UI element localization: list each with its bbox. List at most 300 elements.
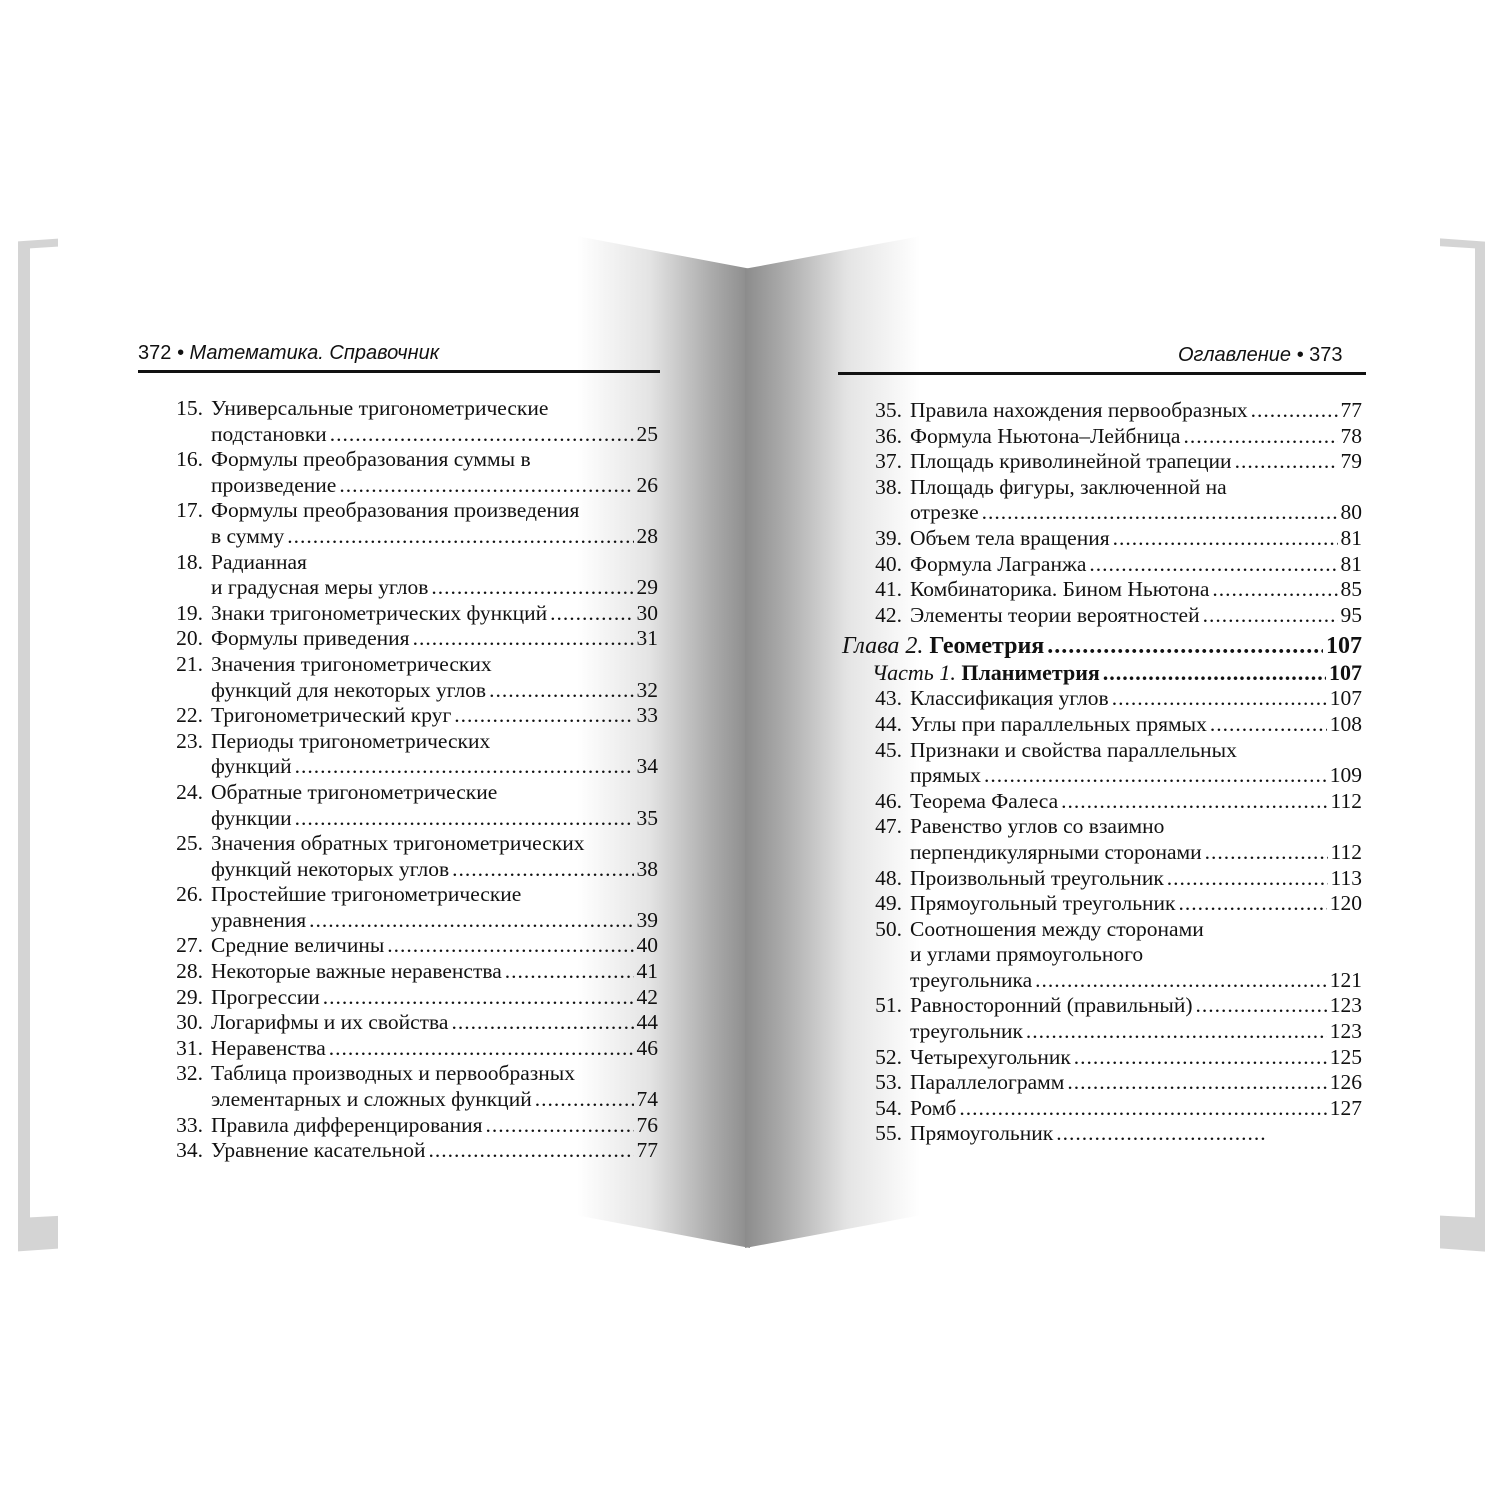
toc-entry[interactable] bbox=[143, 780, 658, 831]
entry-page-number: 123 bbox=[1329, 993, 1362, 1018]
toc-entry-continuation-line bbox=[143, 754, 658, 780]
entry-title: Знаки тригонометрических функций bbox=[211, 600, 548, 625]
entry-number: 32. bbox=[176, 1061, 203, 1086]
toc-entry[interactable] bbox=[143, 1036, 658, 1062]
leader-dots bbox=[323, 985, 634, 1011]
toc-entry-line bbox=[143, 1138, 658, 1164]
entry-title: произведение bbox=[211, 472, 337, 497]
toc-entry[interactable] bbox=[143, 652, 658, 703]
entry-number: 26. bbox=[176, 882, 203, 907]
entry-page-number: 112 bbox=[1330, 788, 1362, 813]
entry-number: 52. bbox=[875, 1044, 902, 1069]
entry-number: 29. bbox=[176, 984, 203, 1009]
chapter-prefix: Глава 2. bbox=[842, 633, 924, 660]
entry-number: 23. bbox=[176, 728, 203, 753]
toc-entry[interactable] bbox=[842, 398, 1362, 424]
entry-title: Равносторонний (правильный) bbox=[910, 993, 1193, 1018]
toc-entry[interactable] bbox=[143, 703, 658, 729]
leader-dots bbox=[1235, 449, 1338, 475]
right-header-title: Оглавление bbox=[1178, 344, 1292, 366]
entry-number: 24. bbox=[176, 779, 203, 804]
entry-title: функций некоторых углов bbox=[211, 856, 450, 881]
entry-title: Формулы преобразования суммы в bbox=[211, 447, 531, 472]
toc-entry[interactable] bbox=[143, 601, 658, 627]
toc-entry[interactable] bbox=[842, 1096, 1362, 1122]
toc-entry-line bbox=[842, 993, 1362, 1019]
toc-entry-line bbox=[143, 1113, 658, 1139]
leader-dots bbox=[1196, 993, 1327, 1019]
toc-entry-continuation-line bbox=[842, 968, 1362, 994]
toc-entry[interactable] bbox=[842, 1045, 1362, 1071]
entry-page-number: 81 bbox=[1340, 551, 1362, 576]
entry-page-number: 44 bbox=[636, 1010, 658, 1035]
leader-dots bbox=[339, 473, 633, 499]
toc-entry-continuation-line bbox=[842, 763, 1362, 789]
toc-entry-line bbox=[842, 475, 1362, 501]
toc-entry[interactable] bbox=[842, 1019, 1362, 1045]
toc-entry[interactable] bbox=[842, 917, 1362, 994]
entry-page-number: 46 bbox=[636, 1035, 658, 1060]
leader-dots bbox=[982, 500, 1338, 526]
entry-page-number: 112 bbox=[1330, 839, 1362, 864]
entry-page-number: 127 bbox=[1329, 1095, 1362, 1120]
part-prefix: Часть 1. bbox=[872, 660, 956, 686]
entry-number: 34. bbox=[176, 1138, 203, 1163]
entry-number: 31. bbox=[176, 1035, 203, 1060]
entry-page-number: 113 bbox=[1330, 865, 1362, 890]
toc-entry-line bbox=[842, 814, 1362, 840]
entry-title: Неравенства bbox=[211, 1035, 326, 1060]
leader-dots bbox=[1203, 603, 1338, 629]
toc-entry[interactable] bbox=[842, 891, 1362, 917]
leader-dots bbox=[330, 422, 634, 448]
toc-entry-continuation-line bbox=[143, 806, 658, 832]
toc-entry-line bbox=[842, 526, 1362, 552]
left-running-header bbox=[138, 342, 439, 365]
entry-number: 47. bbox=[875, 814, 902, 839]
leader-dots bbox=[1067, 1070, 1326, 1096]
entry-page-number: 33 bbox=[636, 703, 658, 728]
toc-entry-continuation-line bbox=[143, 422, 658, 448]
toc-entry[interactable] bbox=[143, 729, 658, 780]
toc-entry-line bbox=[842, 552, 1362, 578]
entry-number: 51. bbox=[875, 993, 902, 1018]
entry-title: Формула Ньютона–Лейбница bbox=[910, 423, 1181, 448]
leader-dots bbox=[1089, 552, 1337, 578]
entry-title: Равенство углов со взаимно bbox=[910, 814, 1165, 839]
entry-title: Формула Лагранжа bbox=[910, 551, 1087, 576]
toc-entry[interactable] bbox=[143, 1113, 658, 1139]
entry-number: 28. bbox=[176, 959, 203, 984]
entry-number: 46. bbox=[875, 788, 902, 813]
entry-page-number: 85 bbox=[1340, 577, 1362, 602]
entry-title: Значения обратных тригонометрических bbox=[211, 831, 585, 856]
entry-title: Радианная bbox=[211, 549, 307, 574]
entry-number: 50. bbox=[875, 916, 902, 941]
toc-entries-geometry bbox=[842, 686, 1362, 1147]
toc-entry-line bbox=[143, 933, 658, 959]
entry-title: Формулы преобразования произведения bbox=[211, 498, 580, 523]
entry-title: Прямоугольный треугольник bbox=[910, 891, 1176, 916]
leader-dots bbox=[489, 678, 633, 704]
entry-title: треугольника bbox=[910, 967, 1033, 992]
left-header-rule bbox=[138, 370, 660, 373]
entry-number: 36. bbox=[875, 423, 902, 448]
toc-entry-line bbox=[143, 959, 658, 985]
entry-title: Ромб bbox=[910, 1095, 957, 1120]
toc-entry-line bbox=[842, 449, 1362, 475]
toc-entry[interactable] bbox=[143, 498, 658, 549]
leader-dots bbox=[535, 1087, 634, 1113]
toc-entry-line bbox=[143, 831, 658, 857]
leader-dots bbox=[1074, 1045, 1327, 1071]
toc-entry[interactable] bbox=[842, 993, 1362, 1019]
entry-title: Логарифмы и их свойства bbox=[211, 1010, 449, 1035]
entry-page-number: 28 bbox=[636, 523, 658, 548]
toc-entry[interactable] bbox=[143, 959, 658, 985]
toc-entries-calculus bbox=[842, 398, 1362, 628]
leader-dots bbox=[1056, 1121, 1266, 1147]
entry-page-number: 30 bbox=[636, 600, 658, 625]
toc-entry[interactable] bbox=[842, 603, 1362, 629]
toc-entry[interactable] bbox=[842, 552, 1362, 578]
toc-entry[interactable] bbox=[842, 789, 1362, 815]
entry-number: 41. bbox=[875, 577, 902, 602]
entry-title: элементарных и сложных функций bbox=[211, 1087, 532, 1112]
toc-entry[interactable] bbox=[842, 577, 1362, 603]
leader-dots bbox=[1251, 398, 1338, 424]
entry-number: 25. bbox=[176, 831, 203, 856]
entry-number: 40. bbox=[875, 551, 902, 576]
entry-page-number: 42 bbox=[636, 984, 658, 1009]
toc-entry[interactable] bbox=[842, 449, 1362, 475]
entry-title: в сумму bbox=[211, 523, 285, 548]
entry-page-number: 34 bbox=[636, 754, 658, 779]
leader-dots bbox=[451, 1010, 633, 1036]
leader-dots bbox=[428, 1138, 633, 1164]
leader-dots bbox=[1113, 526, 1338, 552]
toc-entry-line bbox=[842, 1070, 1362, 1096]
leader-dots bbox=[1035, 968, 1327, 994]
entry-number: 45. bbox=[875, 737, 902, 762]
entry-page-number: 126 bbox=[1329, 1070, 1362, 1095]
entry-title: Площадь фигуры, заключенной на bbox=[910, 474, 1227, 499]
right-table-of-contents bbox=[842, 398, 1362, 1147]
entry-title: перпендикулярными сторонами bbox=[910, 839, 1202, 864]
entry-title: Некоторые важные неравенства bbox=[211, 959, 502, 984]
entry-title: Теорема Фалеса bbox=[910, 788, 1059, 813]
toc-entry-line bbox=[143, 652, 658, 678]
leader-dots bbox=[329, 1036, 634, 1062]
entry-number: 44. bbox=[875, 711, 902, 736]
entry-page-number: 120 bbox=[1329, 891, 1362, 916]
leader-dots bbox=[1061, 789, 1327, 815]
entry-title: Значения тригонометрических bbox=[211, 651, 492, 676]
leader-dots bbox=[295, 754, 634, 780]
entry-number: 53. bbox=[875, 1070, 902, 1095]
entry-page-number: 32 bbox=[636, 677, 658, 702]
toc-entry[interactable] bbox=[143, 933, 658, 959]
leader-dots bbox=[959, 1096, 1326, 1122]
toc-entry[interactable] bbox=[842, 1070, 1362, 1096]
entry-number: 27. bbox=[176, 933, 203, 958]
toc-entry-line bbox=[842, 789, 1362, 815]
part-title: Планиметрия bbox=[961, 660, 1100, 686]
toc-entry-continuation-line bbox=[143, 524, 658, 550]
entry-page-number: 123 bbox=[1329, 1019, 1362, 1044]
entry-number: 49. bbox=[875, 891, 902, 916]
entry-page-number: 31 bbox=[636, 626, 658, 651]
toc-entry-line bbox=[842, 891, 1362, 917]
entry-title: Комбинаторика. Бином Ньютона bbox=[910, 577, 1210, 602]
toc-entry[interactable] bbox=[143, 1010, 658, 1036]
toc-entry[interactable] bbox=[842, 424, 1362, 450]
entry-page-number: 95 bbox=[1340, 602, 1362, 627]
right-header-bullet: • bbox=[1296, 344, 1304, 366]
entry-number: 15. bbox=[176, 396, 203, 420]
toc-entry-continuation-line bbox=[143, 857, 658, 883]
entry-title: подстановки bbox=[211, 421, 327, 446]
entry-number: 38. bbox=[875, 474, 902, 499]
entry-title: Простейшие тригонометрические bbox=[211, 882, 522, 907]
toc-entry[interactable] bbox=[143, 882, 658, 933]
entry-number: 18. bbox=[176, 549, 203, 574]
entry-title: прямых bbox=[910, 763, 981, 788]
entry-title: Прямоугольник bbox=[910, 1121, 1054, 1146]
toc-entry[interactable] bbox=[842, 1121, 1362, 1147]
entry-title: функции bbox=[211, 805, 292, 830]
leader-dots bbox=[1210, 712, 1327, 738]
entry-page-number: 26 bbox=[636, 472, 658, 497]
entry-title: Периоды тригонометрических bbox=[211, 728, 491, 753]
leader-dots bbox=[287, 524, 633, 550]
leader-dots bbox=[1047, 632, 1323, 660]
toc-entry-continuation-line bbox=[143, 908, 658, 934]
leader-dots bbox=[550, 601, 633, 627]
entry-number: 54. bbox=[875, 1095, 902, 1120]
entry-number: 22. bbox=[176, 703, 203, 728]
entry-title: Объем тела вращения bbox=[910, 525, 1110, 550]
entry-title: Прогрессии bbox=[211, 984, 320, 1009]
toc-entry[interactable] bbox=[143, 396, 658, 447]
toc-entry-line bbox=[143, 396, 658, 422]
entry-title: функций bbox=[211, 754, 292, 779]
chapter-heading[interactable] bbox=[842, 632, 1362, 660]
entry-number: 30. bbox=[176, 1010, 203, 1035]
entry-page-number: 25 bbox=[636, 421, 658, 446]
entry-number: 20. bbox=[176, 626, 203, 651]
leader-dots bbox=[413, 626, 634, 652]
entry-number: 42. bbox=[875, 602, 902, 627]
entry-page-number: 107 bbox=[1329, 686, 1362, 711]
entry-title: и углами прямоугольного bbox=[910, 942, 1144, 967]
entry-number: 16. bbox=[176, 447, 203, 472]
entry-title: Универсальные тригонометрические bbox=[211, 396, 549, 420]
toc-entry-line bbox=[842, 1045, 1362, 1071]
entry-title: Параллелограмм bbox=[910, 1070, 1065, 1095]
toc-entry-line bbox=[143, 882, 658, 908]
right-running-header bbox=[1178, 344, 1343, 367]
toc-entry-continuation-line bbox=[143, 575, 658, 601]
entry-page-number: 81 bbox=[1340, 525, 1362, 550]
entry-title: Элементы теории вероятностей bbox=[910, 602, 1200, 627]
entry-number: 19. bbox=[176, 600, 203, 625]
right-page-number: 373 bbox=[1309, 344, 1343, 366]
toc-entry-continuation-line bbox=[842, 500, 1362, 526]
toc-entry-line bbox=[842, 1121, 1362, 1147]
toc-entry[interactable] bbox=[842, 738, 1362, 789]
entry-page-number: 35 bbox=[636, 805, 658, 830]
toc-entry-line bbox=[842, 686, 1362, 712]
entry-title: Признаки и свойства параллельных bbox=[910, 737, 1237, 762]
toc-entry-continuation-line bbox=[143, 473, 658, 499]
toc-entry-continuation-line bbox=[143, 678, 658, 704]
entry-number: 48. bbox=[875, 865, 902, 890]
toc-entry-continuation-line bbox=[842, 840, 1362, 866]
toc-entry[interactable] bbox=[842, 814, 1362, 865]
entry-title: Правила нахождения первообразных bbox=[910, 398, 1248, 422]
left-page-number: 372 bbox=[138, 342, 172, 364]
entry-page-number: 108 bbox=[1329, 711, 1362, 736]
part-heading[interactable] bbox=[842, 660, 1362, 686]
left-header-title: Математика. Справочник bbox=[189, 342, 440, 364]
entry-page-number: 78 bbox=[1340, 423, 1362, 448]
leader-dots bbox=[295, 806, 634, 832]
leader-dots bbox=[1103, 660, 1326, 686]
toc-entry-line bbox=[143, 626, 658, 652]
leader-dots bbox=[431, 575, 633, 601]
toc-entry[interactable] bbox=[143, 985, 658, 1011]
entry-title: и градусная меры углов bbox=[211, 575, 429, 600]
entry-title: отрезке bbox=[910, 500, 979, 525]
entry-title: Площадь криволинейной трапеции bbox=[910, 449, 1232, 474]
toc-entry[interactable] bbox=[143, 626, 658, 652]
toc-entry[interactable] bbox=[842, 526, 1362, 552]
entry-title: Уравнение касательной bbox=[211, 1138, 426, 1163]
leader-dots bbox=[1167, 866, 1328, 892]
toc-entry-line bbox=[842, 1019, 1362, 1045]
chapter-title: Геометрия bbox=[929, 633, 1045, 660]
toc-entry-continuation-line bbox=[842, 942, 1362, 968]
toc-entry-line bbox=[143, 1036, 658, 1062]
entry-page-number: 41 bbox=[636, 959, 658, 984]
right-header-rule bbox=[838, 372, 1366, 375]
toc-entry[interactable] bbox=[842, 866, 1362, 892]
entry-page-number: 121 bbox=[1329, 967, 1362, 992]
entry-number: 21. bbox=[176, 651, 203, 676]
toc-entry[interactable] bbox=[842, 712, 1362, 738]
toc-entry-line bbox=[842, 917, 1362, 943]
leader-dots bbox=[1205, 840, 1328, 866]
entry-number: 39. bbox=[875, 525, 902, 550]
entry-title: Соотношения между сторонами bbox=[910, 916, 1204, 941]
toc-entry-line bbox=[143, 729, 658, 755]
entry-title: Формулы приведения bbox=[211, 626, 410, 651]
toc-entry[interactable] bbox=[143, 1061, 658, 1112]
entry-page-number: 79 bbox=[1340, 449, 1362, 474]
entry-number: 55. bbox=[875, 1121, 902, 1146]
toc-entry-line bbox=[143, 1010, 658, 1036]
toc-entry-line bbox=[842, 398, 1362, 424]
entry-number: 43. bbox=[875, 686, 902, 711]
toc-entry[interactable] bbox=[842, 475, 1362, 526]
entry-page-number: 29 bbox=[636, 575, 658, 600]
entry-title: Углы при параллельных прямых bbox=[910, 711, 1207, 736]
leader-dots bbox=[309, 908, 633, 934]
toc-entry-line bbox=[143, 601, 658, 627]
leader-dots bbox=[387, 933, 633, 959]
left-header-bullet: • bbox=[176, 342, 184, 364]
toc-entry-line bbox=[143, 780, 658, 806]
entry-number: 37. bbox=[875, 449, 902, 474]
toc-entry-line bbox=[842, 866, 1362, 892]
entry-title: треугольник bbox=[910, 1019, 1023, 1044]
entry-title: Классификация углов bbox=[910, 686, 1109, 711]
entry-page-number: 109 bbox=[1329, 763, 1362, 788]
leader-dots bbox=[1026, 1019, 1327, 1045]
leader-dots bbox=[485, 1113, 633, 1139]
leader-dots bbox=[1212, 577, 1337, 603]
toc-entry[interactable] bbox=[143, 550, 658, 601]
leader-dots bbox=[1178, 891, 1326, 917]
entry-page-number: 125 bbox=[1329, 1044, 1362, 1069]
toc-entry[interactable] bbox=[143, 831, 658, 882]
entry-number: 17. bbox=[176, 498, 203, 523]
toc-entry-line bbox=[842, 603, 1362, 629]
toc-entry[interactable] bbox=[143, 447, 658, 498]
entry-number: 33. bbox=[176, 1112, 203, 1137]
entry-page-number: 40 bbox=[636, 933, 658, 958]
toc-entry[interactable] bbox=[842, 686, 1362, 712]
entry-page-number: 77 bbox=[636, 1138, 658, 1163]
leader-dots bbox=[1183, 424, 1337, 450]
toc-entry-line bbox=[842, 738, 1362, 764]
toc-entry-line bbox=[842, 424, 1362, 450]
entry-page-number: 76 bbox=[636, 1112, 658, 1137]
leader-dots bbox=[505, 959, 634, 985]
leader-dots bbox=[984, 763, 1327, 789]
entry-number: 35. bbox=[875, 398, 902, 422]
entry-title: Таблица производных и первообразных bbox=[211, 1061, 575, 1086]
entry-page-number: 77 bbox=[1340, 398, 1362, 422]
entry-title: Четырехугольник bbox=[910, 1044, 1071, 1069]
entry-title: Средние величины bbox=[211, 933, 385, 958]
toc-entry-line bbox=[143, 985, 658, 1011]
entry-title: уравнения bbox=[211, 907, 307, 932]
toc-entry-line bbox=[842, 712, 1362, 738]
toc-entry[interactable] bbox=[143, 1138, 658, 1164]
toc-entry-continuation-line bbox=[143, 1087, 658, 1113]
entry-title: Обратные тригонометрические bbox=[211, 779, 498, 804]
toc-entry-line bbox=[143, 703, 658, 729]
entry-page-number: 38 bbox=[636, 856, 658, 881]
toc-entry-line bbox=[143, 1061, 658, 1087]
entry-title: Произвольный треугольник bbox=[910, 865, 1164, 890]
left-table-of-contents bbox=[143, 396, 658, 1164]
toc-entry-line bbox=[842, 1096, 1362, 1122]
chapter-page: 107 bbox=[1326, 633, 1362, 660]
entry-title: Тригонометрический круг bbox=[211, 703, 452, 728]
toc-entry-line bbox=[143, 447, 658, 473]
toc-entry-line bbox=[143, 550, 658, 576]
entry-page-number: 39 bbox=[636, 907, 658, 932]
leader-dots bbox=[452, 857, 633, 883]
entry-title: Правила дифференцирования bbox=[211, 1112, 483, 1137]
toc-entry-line bbox=[143, 498, 658, 524]
entry-title: функций для некоторых углов bbox=[211, 677, 487, 702]
leader-dots bbox=[454, 703, 633, 729]
leader-dots bbox=[1112, 686, 1327, 712]
